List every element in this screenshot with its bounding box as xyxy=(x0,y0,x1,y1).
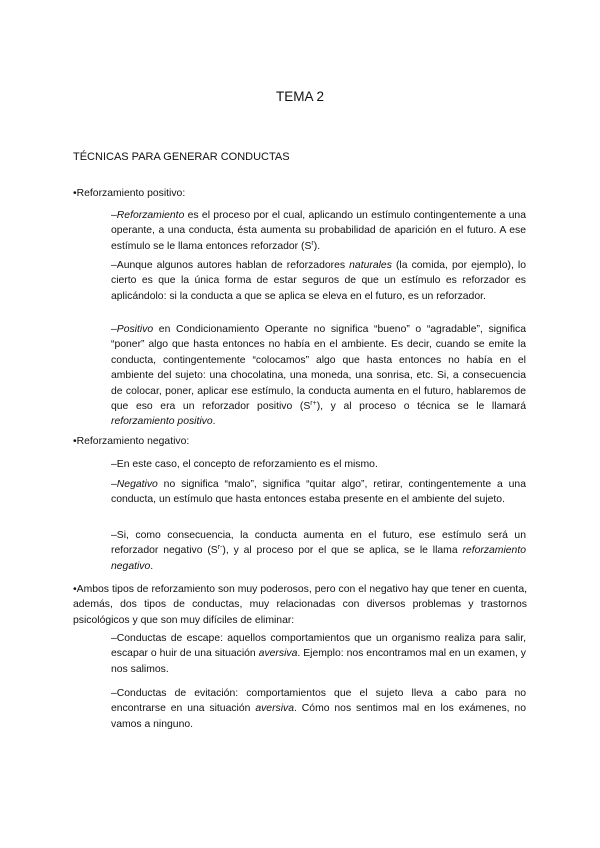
section-heading: TÉCNICAS PARA GENERAR CONDUCTAS xyxy=(73,151,290,163)
paragraph-same-concept: –En este caso, el concepto de reforzamiento es el mismo. xyxy=(111,459,378,470)
bullet-positive-reinforcement: •Reforzamiento positivo: xyxy=(73,188,186,199)
paragraph-reinforcement-definition: –Reforzamiento es el proceso por el cual, aplicando un estímulo contingentemente a una operante, a una conducta, ésta aumenta su probabilidad de aparición en el futuro. A ese estímulo se le llama entonces reforzador $(S^r)$. xyxy=(111,210,526,252)
paragraph-avoidance-behaviors: –Conductas de evitación: comportamientos que el sujeto lleva a cabo para no encontrarse en una situación aversiva. Cómo nos sentimos mal en los exámenes, no vamos a ninguno. xyxy=(111,688,526,730)
page-title: TEMA 2 xyxy=(275,89,324,104)
paragraph-escape-behaviors: –Conductas de escape: aquellos comportamientos que un organismo realiza para salir, escapar o huir de una situación aversiva. Ejemplo: nos encontramos mal en un examen, y nos salimos. xyxy=(111,633,526,675)
paragraph-natural-reinforcers: –Aunque algunos autores hablan de reforzadores naturales (la comida, por ejemplo), lo cierto es que la única forma de estar seguros de que un estímulo es reforzador es aplicándolo: si la conducta a que se aplica se eleva en el futuro, es un reforzador. xyxy=(111,260,526,302)
paragraph-negative-reinforcer: –Si, como consecuencia, la conducta aumenta en el futuro, ese estímulo será un reforzador negativo $(S^{r-})$, y al proceso por el que se aplica, se le llama reforzamiento negativo. xyxy=(111,530,526,572)
paragraph-both-types: •Ambos tipos de reforzamiento son muy poderosos, pero con el negativo hay que tener en cuenta, además, dos tipos de conductas, muy relacionadas con diversos problemas y trastornos psicológicos y que son muy difíciles de eliminar: xyxy=(73,584,527,626)
bullet-negative-reinforcement: •Reforzamiento negativo: xyxy=(73,436,190,447)
paragraph-positive-meaning: –Positivo en Condicionamiento Operante no significa “bueno” o “agradable”, significa “poner” algo que hasta entonces no había en el ambiente. Es decir, cuando se emite la conducta, contingentemente “colocamos” algo que hasta entonces no había en el ambiente del sujeto: una chocolatina, una moneda, una sonrisa, etc. Si, a consecuencia de colocar, poner, aplicar ese estímulo, la conducta aumenta en el futuro, hablaremos de que eso era un reforzador positivo $(S^{r+})$, y al proceso o técnica se le llamará reforzamiento positivo. xyxy=(111,324,526,428)
paragraph-negative-meaning: –Negativo no significa “malo”, significa “quitar algo”, retirar, contingentemente a una conducta, un estímulo que hasta entonces estaba presente en el ambiente del sujeto. xyxy=(111,479,526,506)
